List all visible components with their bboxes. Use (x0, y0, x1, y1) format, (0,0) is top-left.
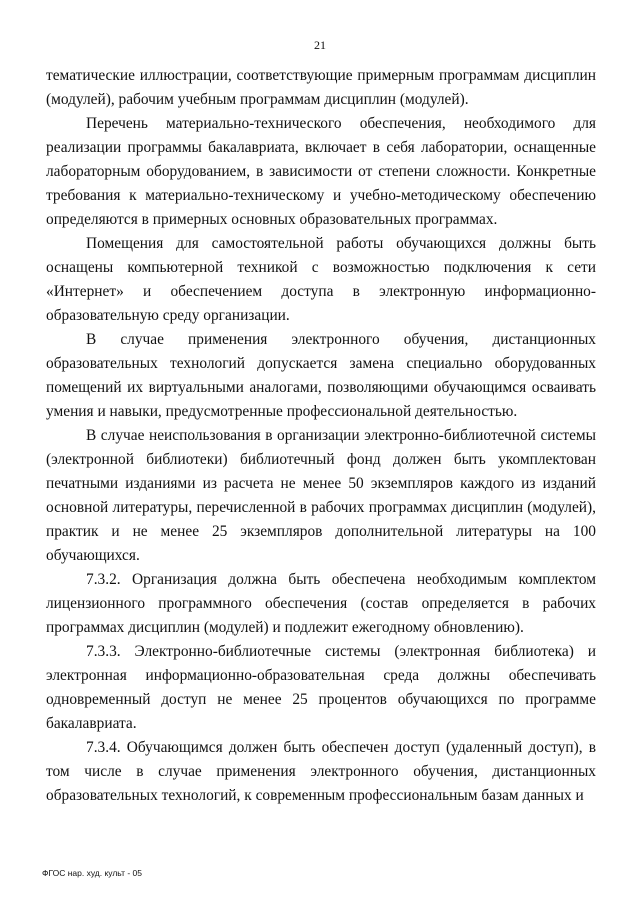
document-body (46, 64, 596, 808)
paragraph: тематические иллюстрации, соответствующие примерным программам дисциплин (модулей), рабочим учебным программам дисциплин (модулей). (46, 67, 596, 108)
paragraph: 7.3.4. Обучающимся должен быть обеспечен доступ (удаленный доступ), в том числе в случае применения электронного обучения, дистанционных образовательных технологий, к современным профессиональным базам данных и (46, 739, 596, 804)
paragraph: 7.3.3. Электронно-библиотечные системы (электронная библиотека) и электронная информационно-образовательная среда должны обеспечивать одновременный доступ не менее 25 процентов обучающихся по программе бакалавриата. (46, 643, 596, 732)
footer-note: ФГОС нар. худ. культ - 05 (42, 868, 142, 878)
paragraph: В случае применения электронного обучения, дистанционных образовательных технологий допускается замена специально оборудованных помещений их виртуальными аналогами, позволяющими обучающимся осваивать умения и навыки, предусмотренные профессиональной деятельностью. (46, 331, 596, 420)
paragraph: В случае неиспользования в организации электронно-библиотечной системы (электронной библиотеки) библиотечный фонд должен быть укомплектован печатными изданиями из расчета не менее 50 экземпляров каждого из изданий основной литературы, перечисленной в рабочих программах дисциплин (модулей), практик и не менее 25 экземпляров дополнительной литературы на 100 обучающихся. (46, 427, 596, 564)
page-number: 21 (314, 38, 326, 52)
paragraph: Помещения для самостоятельной работы обучающихся должны быть оснащены компьютерной техникой с возможностью подключения к сети «Интернет» и обеспечением доступа в электронную информационно-образовательную среду организации. (46, 235, 596, 324)
paragraph: Перечень материально-технического обеспечения, необходимого для реализации программы бакалавриата, включает в себя лаборатории, оснащенные лабораторным оборудованием, в зависимости от степени сложности. Конкретные требования к материально-техническому и учебно-методическому обеспечению определяются в примерных основных образовательных программах. (46, 115, 596, 228)
paragraph: 7.3.2. Организация должна быть обеспечена необходимым комплектом лицензионного программного обеспечения (состав определяется в рабочих программах дисциплин (модулей) и подлежит ежегодному обновлению). (46, 571, 596, 636)
